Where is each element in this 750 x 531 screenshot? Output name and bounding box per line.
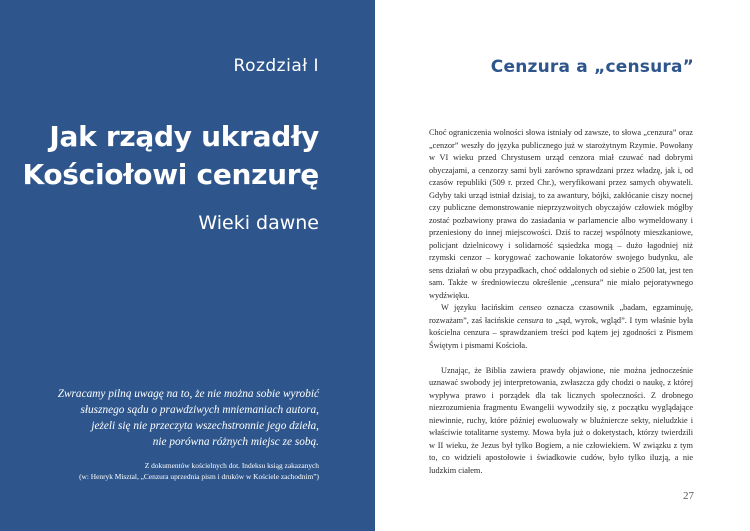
- epigraph-source-line: (w: Henryk Misztal, „Cenzura uprzednia pism i druków w Kościele zachodnim”): [79, 472, 319, 481]
- body-text-run: to „sąd, wyrok, wgląd”. I tym właśnie była kościelna cenzura – sprawdzaniem treści pod kątem jej zgodności z Pismem Świętym i pismami Kościoła.: [429, 315, 693, 350]
- body-text: [429, 127, 693, 477]
- epigraph-line: słusznego sądu o prawdziwych mniemaniach autora,: [80, 404, 319, 416]
- body-text-run: W języku łacińskim: [441, 303, 520, 312]
- chapter-subtitle: Wieki dawne: [198, 212, 319, 234]
- right-page: [375, 0, 750, 531]
- paragraph-gap: [429, 352, 693, 365]
- page-number: 27: [683, 490, 694, 502]
- section-title: Cenzura a „censura”: [490, 57, 694, 77]
- latin-term-censura: censura: [517, 315, 544, 325]
- epigraph-line: Zwracamy pilną uwagę na to, że nie można sobie wyrobić: [57, 388, 319, 400]
- chapter-label: Rozdział I: [233, 56, 319, 76]
- chapter-title-line: Kościołowi cenzurę: [22, 158, 319, 191]
- epigraph-source-line: Z dokumentów kościelnych dot. Indeksu ksiąg zakazanych: [144, 461, 319, 470]
- epigraph-quote: [29, 386, 319, 450]
- epigraph-line: nie porówna różnych miejsc ze sobą.: [152, 436, 319, 448]
- epigraph-source: [29, 460, 319, 482]
- latin-term-censeo: censeo: [519, 303, 542, 312]
- body-paragraph: [429, 302, 693, 352]
- body-paragraph: Uznając, że Biblia zawiera prawdy objawione, nie można jednocześnie uznawać swobody jej interpretowania, zwłaszcza gdy chodzi o naukę, z której wypływa prawo i porządek dla tak licznych społeczności. Z drobnego niezrozumienia fragmentu Ewangelii wywodziły się, z początku wyglądające niewinnie, ruchy, które później ewoluowały w bluźniercze sekty, nieludzkie i właściwie totalitarne systemy. Mowa była już o doketystach, którzy twierdzili w II wieku, że Jezus był tylko Bogiem, a nie człowiekiem. W związku z tym to, co widzieli apostołowie i świadkowie cudów, było tylko iluzją, a nie ludzkim ciałem.: [429, 365, 693, 475]
- epigraph-line: jeżeli się nie przeczyta wszechstronnie jego dzieła,: [91, 420, 319, 432]
- body-text-run: oznacza czasownik „badam, egzaminuję, rozważam”, zaś łacińskie: [429, 303, 693, 325]
- chapter-title-line: Jak rządy ukradły: [49, 120, 319, 153]
- body-paragraph: Choć ograniczenia wolności słowa istniały od zawsze, to słowa „cenzura” oraz „cenzor” weszły do języka publicznego już w starożytnym Rzymie. Powołany w VI wieku przed Chrystusem urząd cenzora miał czuwać nad dobrymi obyczajami, a cenzorzy sami byli zarówno sprawdzani przez władzę, jak i, od czasów republiki (509 r. przed Chr.), weryfikowani przez samych obywateli. Gdyby taki urząd istniał dzisiaj, to za awantury, bójki, zakłócanie ciszy nocnej czy publiczne demonstrowanie nieprzyzwoitych obyczajów człowiek mógłby zostać pozbawiony prawa do zasiadania w parlamencie albo wymeldowany i przeniesiony do innej miejscowości. Dziś to raczej wspólnoty mieszkaniowe, policjant dzielnicowy i solidarność sąsiedzka mogą – dużo łagodniej niż rzymski cenzor – korygować zachowanie lokatorów swojego budynku, ale sens działań w obu przypadkach, choć oddalonych od siebie o 2500 lat, jest ten sam. Także w średniowieczu określenie „censura” nie miało pejoratywnego wydźwięku.: [429, 128, 693, 300]
- chapter-title: [22, 118, 319, 194]
